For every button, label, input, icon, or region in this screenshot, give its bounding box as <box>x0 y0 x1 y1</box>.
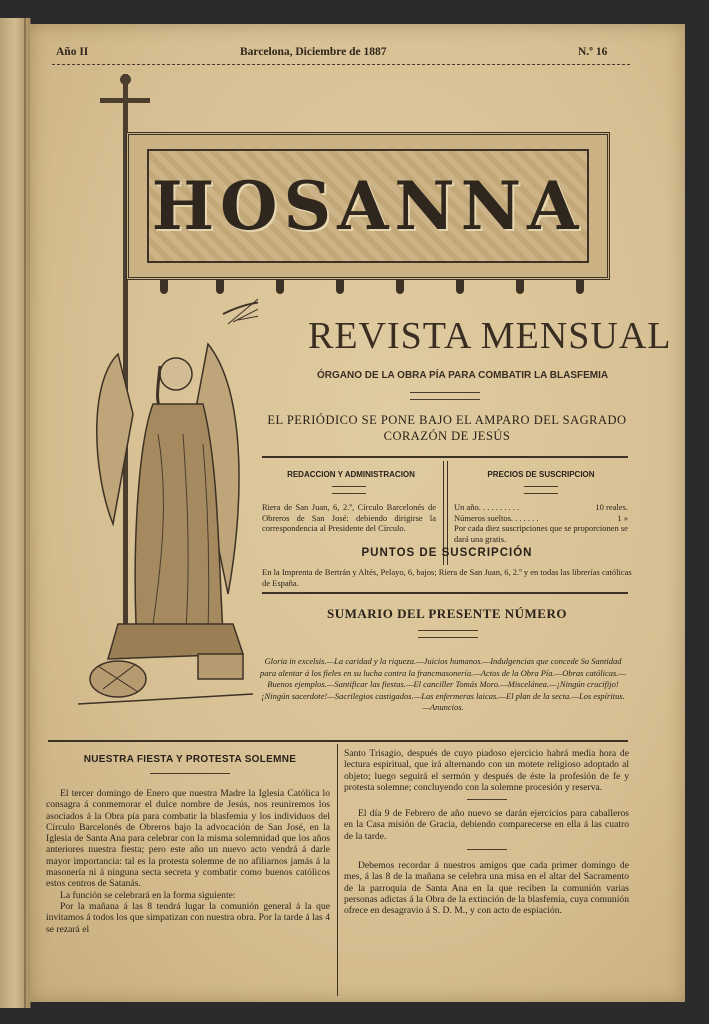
masthead-title: HOSANNA <box>151 167 585 245</box>
banner-tassel <box>456 280 464 294</box>
masthead-banner <box>126 132 610 280</box>
flourish-divider <box>410 392 480 400</box>
paragraph-separator <box>467 849 507 850</box>
article-paragraph: Debemos recordar á nuestros amigos que cada primer domingo de mes, á las 8 de la mañana se celebra una misa en el altar del Sacramento de la parroquia de Santa Ana en la que reciben la comunión varias personas adictas á la Obra de la extinción de la blasfemia, cuya comunión ofrece en desagravio á S. D. M., y con acto de espiación. <box>344 860 629 917</box>
cross-finial <box>120 74 131 85</box>
precios-value: 1 » <box>617 512 628 523</box>
precios-note: Por cada diez suscripciones que se proporcionen se dará una gratis. <box>454 523 628 544</box>
paragraph-separator <box>467 799 507 800</box>
banner-tassel <box>396 280 404 294</box>
masthead-periodico: EL PERIÓDICO SE PONE BAJO EL AMPARO DEL SAGRADO CORAZÓN DE JESÚS <box>267 413 627 443</box>
column-rule <box>337 744 338 996</box>
banner-tassel <box>336 280 344 294</box>
banner-tassel <box>160 280 168 294</box>
precios-row <box>454 513 628 524</box>
puntos-heading: PUNTOS DE SUSCRIPCIÓN <box>361 547 533 559</box>
article-left-column <box>46 788 330 935</box>
book-spine <box>0 18 31 1008</box>
precios-value: 10 reales. <box>595 502 628 512</box>
header-issue: N.º 16 <box>578 46 608 58</box>
puntos-text: En la Imprenta de Bertrán y Altés, Pelayo, 6, bajos; Riera de San Juan, 6, 2.º y en todas las librerías católicas de España. <box>262 567 632 588</box>
banner-field <box>147 149 589 263</box>
precios-block <box>454 502 628 544</box>
info-box-top-rule <box>262 456 628 458</box>
flourish-divider <box>418 630 478 638</box>
newspaper-page <box>30 24 685 1002</box>
article-top-rule <box>48 740 628 742</box>
header-dateline: Barcelona, Diciembre de 1887 <box>240 46 387 58</box>
sumario-heading: SUMARIO DEL PRESENTE NÚMERO <box>327 606 567 621</box>
redaccion-text: Riera de San Juan, 6, 2.º, Círculo Barcelonés de Obreros de San José: debiendo dirigirse la correspondencia al Presidente del Círculo. <box>262 502 436 533</box>
flourish-divider <box>332 486 366 494</box>
precios-label: Un año. . . . . . . . . . <box>454 502 520 512</box>
masthead-organ: ÓRGANO DE LA OBRA PÍA PARA COMBATIR LA BLASFEMIA <box>317 370 609 381</box>
article-paragraph: La función se celebrará en la forma siguiente: <box>60 889 236 901</box>
article-right-column <box>344 748 629 917</box>
redaccion-heading: REDACCION Y ADMINISTRACION <box>287 470 415 479</box>
flourish-divider <box>524 486 558 494</box>
banner-tassel <box>216 280 224 294</box>
article-paragraph: El día 9 de Febrero de año nuevo se darán ejercicios para caballeros en la Casa misión de Gracia, debiendo comparecerse en ella á las cuatro de la tarde. <box>344 808 629 842</box>
article-title: NUESTRA FIESTA Y PROTESTA SOLEMNE <box>83 754 297 765</box>
precios-label: Números sueltos. . . . . . . <box>454 512 539 523</box>
banner-tassel <box>276 280 284 294</box>
banner-tassel <box>516 280 524 294</box>
header-year: Año II <box>56 46 89 58</box>
article-paragraph: Por la mañana á las 8 tendrá lugar la comunión general á la que invitamos á todos los que simpatizan con nuestra obra. Por la tarde á las 4 se rezará el <box>46 900 330 935</box>
info-box-bottom-rule <box>262 592 628 594</box>
article-paragraph: Santo Trisagio, después de cuyo piadoso ejercicio habrá media hora de lectura espiritual, que irá alternando con un motete religioso adoptado al objeto; luego seguirá el sermón y después de éste la profesión de fe y protesta solemne; concluyendo con la solemne procesión y reserva. <box>344 748 629 793</box>
article-paragraph: El tercer domingo de Enero que nuestra Madre la Iglesia Católica lo consagra á conmemorar el dulce nombre de Jesús, nos reuniremos los asociados á la Obra pía para combatir la blasfemia y los individuos del Círculo Barcelonés de Obreros bajo la advocación de San José, en la Iglesia de Santa Ana para celebrar con la misma solemnidad que los años anteriores nuestra fiesta; pero este año un nuevo acto vendrá á darle mayor importancia: tal es la protesta solemne de no afiliarnos jamás á la masonería ni á ninguna secta secreta y combatir como buenos católicos estos centros de Satanás. <box>46 788 330 890</box>
precios-row <box>454 502 628 513</box>
cross-bar <box>100 98 150 103</box>
precios-heading: PRECIOS DE SUSCRIPCION <box>487 470 595 479</box>
header-rule <box>52 64 630 65</box>
angel-illustration <box>58 294 258 714</box>
title-underline <box>150 773 230 774</box>
sumario-text: Gloria in excelsis.—La caridad y la riqueza.—Juicios humanos.—Indulgencias que concede Su Santidad para alentar á los fieles en su lucha contra la francmasonería.—Actos de la Obra Pía.—Obras católicas.—Buenos ejemplos.—Santificar las fiestas.—El canciller Tomás Moro.—Miscelánea.—¡Ningún crucifijo! ¡Ningún sacerdote!—Sacrilegios castigados.—Las enfermeras laicas.—El plan de la secta.—Los espíritus.—Anuncios. <box>260 656 626 712</box>
banner-tassel <box>576 280 584 294</box>
masthead-subtitle: REVISTA MENSUAL <box>308 315 672 357</box>
